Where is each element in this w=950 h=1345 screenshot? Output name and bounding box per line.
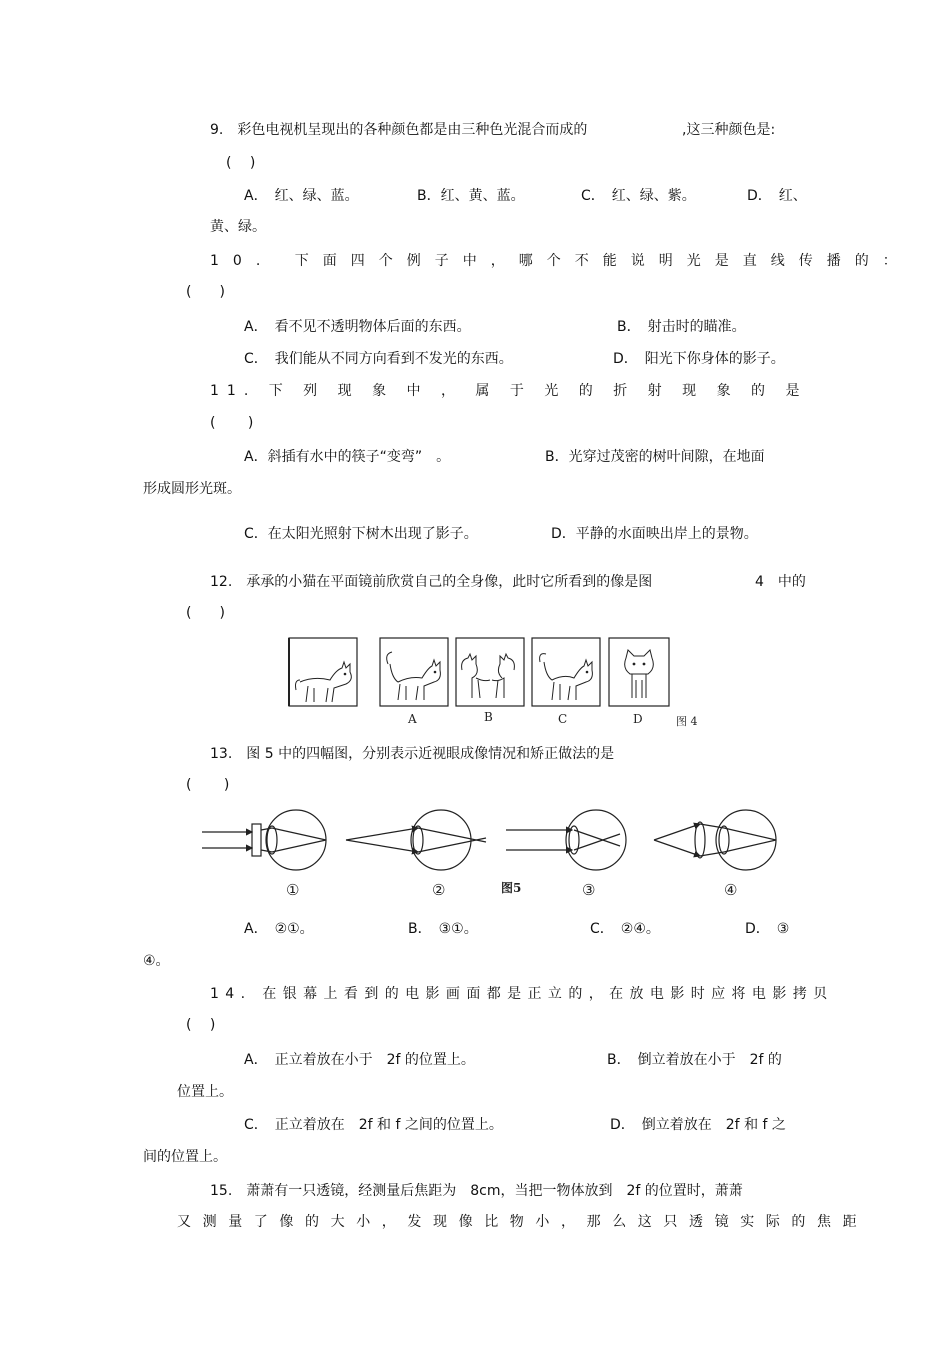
q14-option-b-cont: 位置上。 [177, 1084, 233, 1100]
q15-stem-cont [177, 1213, 868, 1231]
eye-diagram-1 [202, 810, 326, 870]
figure-4-cat-mirror [280, 632, 720, 732]
q9-stem-tail: ,这三种颜色是: [682, 122, 776, 138]
q13-option-d-cont: ④。 [143, 953, 170, 969]
q11-option-b: B．光穿过茂密的树叶间隙，在地面 [545, 449, 765, 465]
q13-option-a: A． ②①。 [244, 921, 314, 937]
q10-paren: ( ) [186, 284, 225, 300]
cat-option-b [456, 638, 524, 706]
q14-option-a: A． 正立着放在小于 2f 的位置上。 [244, 1052, 475, 1068]
q11-option-a: A．斜插有水中的筷子“变弯” 。 [244, 449, 451, 465]
figure-5-eye-diagrams [196, 800, 796, 905]
q9-option-d: D． 红、 [747, 188, 807, 204]
q11-stem [210, 382, 807, 400]
cat-option-a [380, 638, 448, 706]
cat-option-d [609, 638, 669, 706]
fig5-caption: 图5 [501, 881, 522, 895]
fig4-label-d: D [633, 712, 643, 726]
q10-option-a: A． 看不见不透明物体后面的东西。 [244, 319, 471, 335]
q10-option-c: C． 我们能从不同方向看到不发光的东西。 [244, 351, 513, 367]
q11-paren: ( ) [210, 415, 254, 431]
q13-option-b: B． ③①。 [408, 921, 478, 937]
cat-option-c [532, 638, 600, 706]
fig5-label-4: ④ [724, 881, 738, 899]
q10-option-b: B． 射击时的瞄准。 [617, 319, 746, 335]
q11-option-b-cont: 形成圆形光斑。 [143, 481, 241, 497]
q10-stem [210, 252, 911, 270]
q15-stem-cont-text: 又测量了像的大小，发现像比物小，那么这只透镜实际的焦距 [177, 1214, 869, 1230]
q14-option-d-cont: 间的位置上。 [143, 1149, 227, 1165]
fig5-label-1: ① [286, 881, 300, 899]
q13-option-d: D． ③ [745, 921, 790, 937]
cat-original-panel [289, 638, 357, 706]
q9-option-b: B．红、黄、蓝。 [417, 188, 525, 204]
q11-option-c: C．在太阳光照射下树木出现了影子。 [244, 526, 478, 542]
q10-stem-text: 10. 下面四个例子中，哪个不能说明光是直线传播的： [210, 253, 911, 269]
fig4-label-b: B [484, 710, 493, 724]
q9-option-d-cont: 黄、绿。 [210, 219, 266, 235]
q9-stem: 9. 彩色电视机呈现出的各种颜色都是由三种色光混合而成的 [210, 122, 588, 138]
q9-paren: ( ) [226, 155, 256, 171]
q14-option-c: C． 正立着放在 2f 和 f 之间的位置上。 [244, 1117, 503, 1133]
eye-diagram-2 [346, 810, 486, 870]
q14-paren: ( ) [186, 1017, 216, 1033]
q9-option-a: A． 红、绿、蓝。 [244, 188, 359, 204]
fig4-label-a: A [408, 712, 417, 726]
q15-stem: 15. 萧萧有一只透镜，经测量后焦距为 8cm，当把一物体放到 2f 的位置时，萧萧 [210, 1183, 743, 1199]
eye-diagram-3 [506, 810, 626, 870]
q14-stem [210, 985, 834, 1003]
q9-option-c: C． 红、绿、紫。 [581, 188, 696, 204]
q13-paren: ( ) [186, 777, 230, 793]
q12-stem-tail: 4 中的 [755, 574, 806, 590]
fig4-label-c: C [558, 712, 568, 726]
q12-paren: ( ) [186, 605, 225, 621]
q11-option-d: D．平静的水面映出岸上的景物。 [551, 526, 758, 542]
q14-option-d: D． 倒立着放在 2f 和 f 之 [610, 1117, 786, 1133]
fig5-label-2: ② [432, 881, 446, 899]
q13-option-c: C． ②④。 [590, 921, 660, 937]
q14-stem-text: 14. 在银幕上看到的电影画面都是正立的，在放电影时应将电影拷贝 [210, 986, 834, 1002]
fig4-caption: 图 4 [676, 715, 698, 728]
q11-stem-text: 11. 下 列 现 象 中 ， 属 于 光 的 折 射 现 象 的 是 [210, 383, 808, 399]
q12-stem: 12. 承承的小猫在平面镜前欣赏自己的全身像，此时它所看到的像是图 [210, 574, 653, 590]
q14-option-b: B． 倒立着放在小于 2f 的 [607, 1052, 782, 1068]
q10-option-d: D． 阳光下你身体的影子。 [613, 351, 785, 367]
eye-diagram-4 [654, 810, 776, 870]
fig5-label-3: ③ [582, 881, 596, 899]
q13-stem: 13. 图 5 中的四幅图，分别表示近视眼成像情况和矫正做法的是 [210, 746, 615, 762]
